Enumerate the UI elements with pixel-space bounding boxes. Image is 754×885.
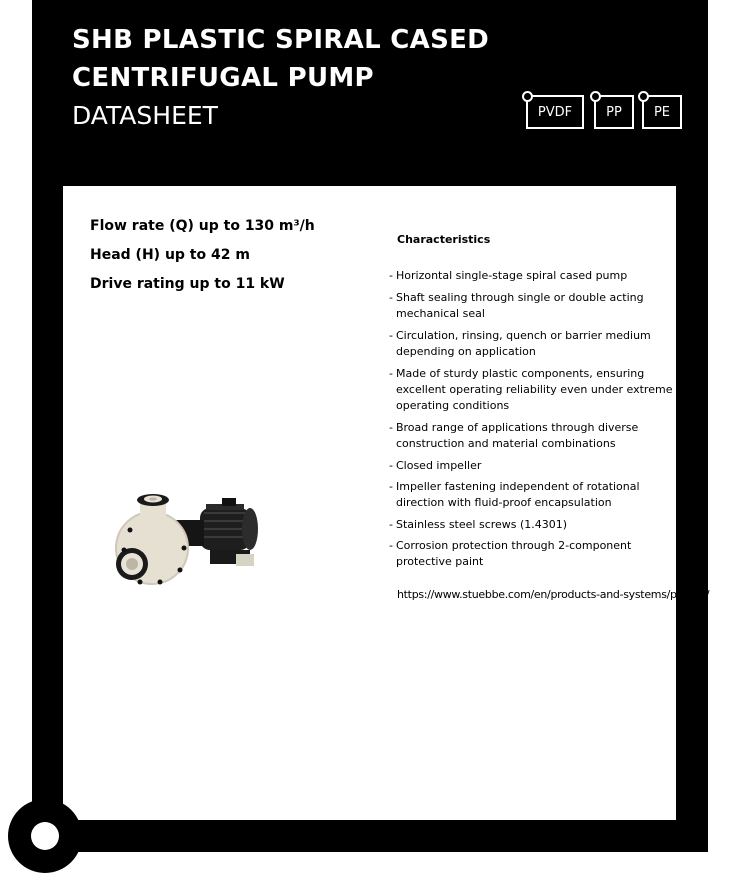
list-item: - Made of sturdy plastic components, ensuring excellent operating reliability even under extreme operating conditions [389, 367, 673, 412]
list-item: - Closed impeller [389, 459, 482, 472]
material-badge-pvdf [526, 95, 584, 129]
list-item: - Corrosion protection through 2-component protective paint [389, 539, 632, 568]
badge-dot-icon [522, 91, 533, 102]
material-badge-pp [594, 95, 634, 129]
material-badge-pe [642, 95, 682, 129]
spec-head: Head (H) up to 42 m [90, 247, 250, 263]
material-badge-label: PP [606, 104, 622, 120]
list-item: - Horizontal single-stage spiral cased pump [389, 269, 628, 282]
ring-hole [31, 822, 59, 850]
product-link[interactable]: https://www.stuebbe.com/en/products-and-systems/pumps/ [397, 588, 710, 601]
pump-image [110, 490, 270, 600]
corner-ring-decoration [8, 799, 82, 873]
list-item: - Broad range of applications through diverse construction and material combinations [389, 421, 639, 450]
list-item: - Shaft sealing through single or double acting mechanical seal [389, 291, 644, 320]
spec-flow-rate: Flow rate (Q) up to 130 m³/h [90, 218, 315, 234]
material-badge-label: PE [653, 104, 671, 120]
list-item: - Impeller fastening independent of rotational direction with fluid-proof encapsulation [389, 480, 640, 509]
document-type: DATASHEET [72, 101, 218, 130]
badge-dot-icon [638, 91, 649, 102]
characteristics-list [389, 268, 674, 576]
material-badge-label: PVDF [537, 104, 573, 120]
title-line-1: SHB PLASTIC SPIRAL CASED [72, 25, 490, 55]
spec-drive-rating: Drive rating up to 11 kW [90, 276, 285, 292]
badge-dot-icon [590, 91, 601, 102]
title-line-2: CENTRIFUGAL PUMP [72, 63, 374, 93]
characteristics-heading: Characteristics [397, 233, 491, 246]
list-item: - Stainless steel screws (1.4301) [389, 518, 568, 531]
list-item: - Circulation, rinsing, quench or barrier medium depending on application [389, 329, 651, 358]
